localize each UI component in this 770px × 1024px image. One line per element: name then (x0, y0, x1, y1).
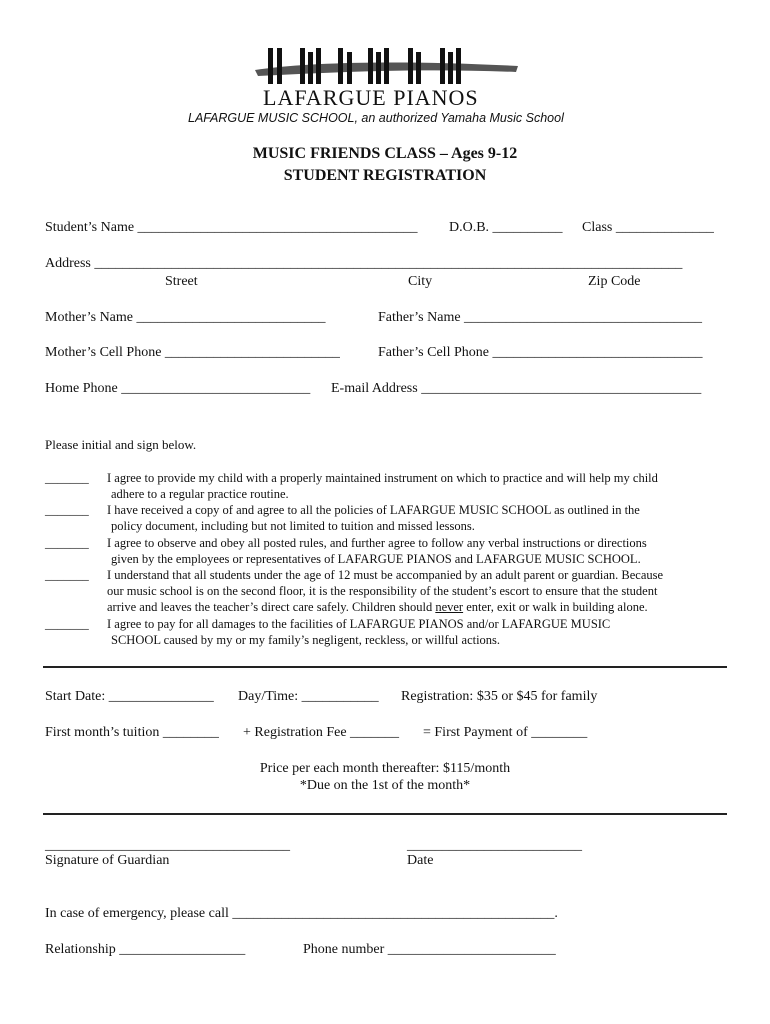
clause-2-line-2: policy document, including but not limited to tuition and missed lessons. (111, 519, 475, 533)
due-note: *Due on the 1st of the month* (299, 778, 471, 793)
street-label: Street (165, 274, 198, 289)
initial-blank-2[interactable]: _______ (45, 503, 89, 517)
email-field[interactable]: E-mail Address ________________________________________ (331, 381, 702, 396)
registration-fee-text: Registration: $35 or $45 for family (401, 689, 598, 704)
date-line[interactable]: _________________________ (407, 838, 582, 853)
clause-4-text-post: enter, exit or walk in building alone. (463, 600, 648, 614)
clause-4-line-1: I understand that all students under the age of 12 must be accompanied by an adult parent or guardian. Because (107, 568, 664, 582)
home-phone-field[interactable]: Home Phone ___________________________ (45, 381, 311, 396)
initial-blank-5[interactable]: _______ (45, 617, 89, 631)
zip-label: Zip Code (588, 274, 641, 289)
clause-1-line-2: adhere to a regular practice routine. (111, 487, 289, 501)
father-cell-field[interactable]: Father’s Cell Phone ______________________________ (378, 345, 703, 360)
agreement-intro: Please initial and sign below. (45, 437, 197, 452)
dob-field[interactable]: D.O.B. __________ (449, 220, 563, 235)
clause-3-line-2: given by the employees or representatives of LAFARGUE PIANOS and LAFARGUE MUSIC SCHOOL. (111, 552, 641, 566)
mother-name-field[interactable]: Mother’s Name ___________________________ (45, 310, 326, 325)
reg-fee-field[interactable]: + Registration Fee _______ (243, 725, 400, 740)
brand-name: LAFARGUE PIANOS (263, 85, 479, 110)
mother-cell-field[interactable]: Mother’s Cell Phone _________________________ (45, 345, 340, 360)
clause-1-line-1: I agree to provide my child with a properly maintained instrument on which to practice and will help my child (107, 471, 658, 485)
relationship-field[interactable]: Relationship __________________ (45, 942, 246, 957)
day-time-field[interactable]: Day/Time: ___________ (238, 689, 379, 704)
student-name-field[interactable]: Student’s Name ________________________________________ (45, 220, 418, 235)
clause-3-line-1: I agree to observe and obey all posted rules, and further agree to follow any verbal instructions or directions (107, 536, 647, 550)
initial-blank-1[interactable]: _______ (45, 471, 89, 485)
clause-4-line-3 (107, 599, 648, 615)
monthly-price: Price per each month thereafter: $115/month (259, 761, 511, 776)
clause-5-line-2: SCHOOL caused by my or my family’s negligent, reckless, or willful actions. (111, 633, 501, 647)
clause-4-line-2: our music school is on the second floor, it is the responsibility of the student’s escort to ensure that the student (107, 584, 658, 598)
father-name-field[interactable]: Father’s Name __________________________________ (378, 310, 703, 325)
clause-4-never: never (435, 600, 464, 614)
guardian-signature-line[interactable]: ___________________________________ (45, 838, 290, 853)
phone-number-field[interactable]: Phone number ________________________ (303, 942, 556, 957)
date-label: Date (407, 853, 434, 868)
clause-5-line-1: I agree to pay for all damages to the facilities of LAFARGUE PIANOS and/or LAFARGUE MUSIC (107, 617, 611, 631)
emergency-contact-field[interactable]: In case of emergency, please call ______________________________________________. (45, 906, 558, 921)
city-label: City (408, 274, 433, 289)
first-tuition-field[interactable]: First month’s tuition ________ (45, 725, 219, 740)
guardian-signature-label: Signature of Guardian (45, 853, 170, 868)
class-field[interactable]: Class ______________ (582, 220, 714, 235)
page-title: MUSIC FRIENDS CLASS – Ages 9-12 (252, 145, 518, 162)
initial-blank-3[interactable]: _______ (45, 536, 89, 550)
page-subtitle: STUDENT REGISTRATION (283, 167, 487, 184)
clause-4-text-pre: arrive and leaves the teacher’s direct care safely. Children should (107, 600, 436, 614)
school-subtitle: LAFARGUE MUSIC SCHOOL, an authorized Yamaha Music School (188, 111, 564, 125)
initial-blank-4[interactable]: _______ (45, 568, 89, 582)
start-date-field[interactable]: Start Date: _______________ (45, 689, 214, 704)
divider (43, 666, 727, 668)
first-payment-field[interactable]: = First Payment of ________ (423, 725, 588, 740)
address-field[interactable]: Address ____________________________________________________________________________________ (45, 256, 683, 271)
clause-2-line-1: I have received a copy of and agree to all the policies of LAFARGUE MUSIC SCHOOL as outlined in the (107, 503, 640, 517)
divider (43, 813, 727, 815)
